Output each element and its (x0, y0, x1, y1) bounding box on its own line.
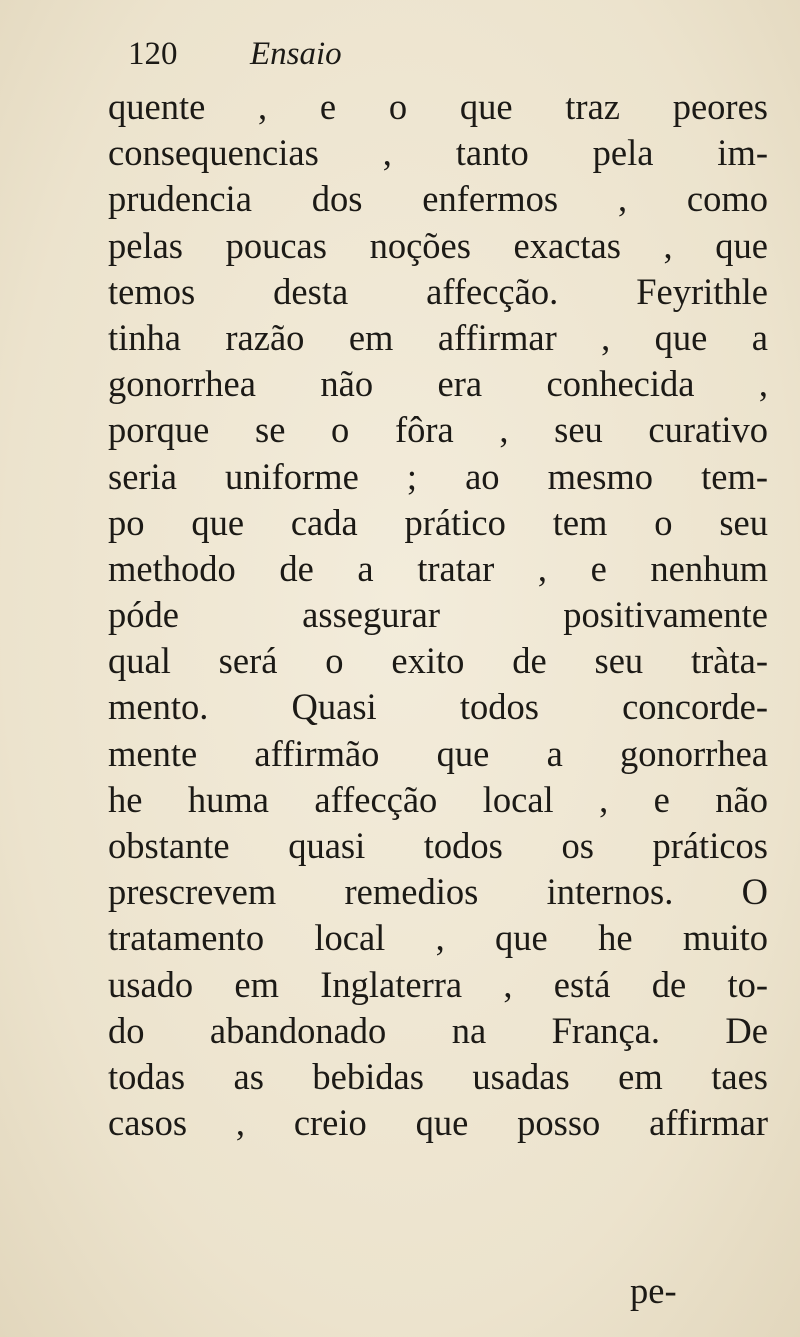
text-line: tratamento local , que he muito (108, 917, 768, 959)
text-line: do abandonado na França. De (108, 1009, 768, 1051)
text-line: temos desta affecção. Feyrithle (108, 270, 768, 312)
text-line: tinha razão em affirmar , que a (108, 316, 768, 358)
text-line: porque se o fôra , seu curativo (108, 409, 768, 451)
text-line: obstante quasi todos os práticos (108, 825, 768, 866)
text-line: prudencia dos enfermos , como (108, 178, 768, 220)
text-line: mento. Quasi todos concorde- (108, 686, 768, 728)
text-line: todas as bebidas usadas em taes (108, 1055, 768, 1097)
text-line: seria uniforme ; ao mesmo tem- (108, 455, 768, 497)
text-line: qual será o exito de seu tràta- (108, 640, 768, 682)
body-text (108, 84, 768, 1146)
text-line: casos , creio que posso affirmar (108, 1102, 768, 1144)
page-header (128, 32, 688, 76)
page-number: 120 (128, 36, 178, 72)
text-line: consequencias , tanto pela im- (108, 132, 768, 174)
text-line: po que cada prático tem o seu (108, 501, 768, 543)
running-title: Ensaio (250, 36, 342, 72)
text-line: pelas poucas noções exactas , que (108, 224, 768, 266)
text-line: mente affirmão que a gonorrhea (108, 732, 768, 774)
text-line: póde assegurar positivamente (108, 594, 768, 636)
text-line: methodo de a tratar , e nenhum (108, 547, 768, 589)
text-line: he huma affecção local , e não (108, 778, 768, 820)
text-line: quente , e o que traz peores (108, 86, 768, 127)
text-line: prescrevem remedios internos. O (108, 871, 768, 913)
catchword: pe- (630, 1270, 677, 1311)
text-line: usado em Inglaterra , está de to- (108, 963, 768, 1005)
text-line: gonorrhea não era conhecida , (108, 363, 768, 405)
